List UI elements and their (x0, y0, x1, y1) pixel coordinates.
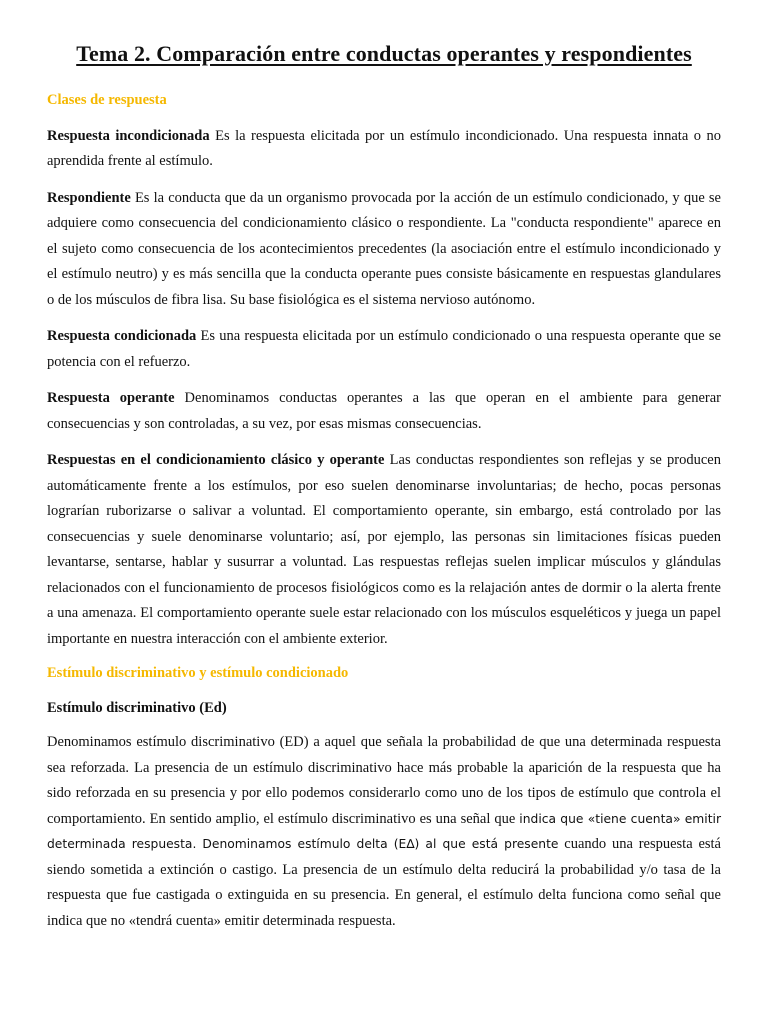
definition-text: Es la conducta que da un organismo provocada por la acción de un estímulo condicionado, y que se adquiere como consecuencia del condicionamiento clásico o respondiente. La "conducta respondiente" aparece en el sujeto como consecuencia de los acontecimientos precedentes (la asociación entre el estímulo incondicionado y el estímulo neutro) y es más sencilla que la conducta operante pues consiste básicamente en respuestas glandulares o de los músculos de fibra lisa. Su base fisiológica es el sistema nervioso autónomo. (47, 189, 721, 308)
page-title: Tema 2. Comparación entre conductas operantes y respondientes (76, 41, 692, 66)
term-respuestas-clasico-operante: Respuestas en el condicionamiento clásico y operante (47, 452, 385, 469)
paragraph-text-part2: cuando una respuesta está siendo sometida a extinción o castigo. La presencia de un estímulo delta reducirá la probabilidad y/o tasa de la respuesta que fue castigada o extinguida en su presencia. En general, el estímulo delta funciona como señal que indica que no «tendrá cuenta» emitir determinada respuesta. (47, 836, 721, 929)
paragraph-respuesta-condicionada (47, 324, 721, 375)
definition-text: Es la respuesta elicitada por un estímulo incondicionado. Una respuesta innata o no aprendida frente al estímulo. (47, 127, 721, 170)
paragraph-text-part1: Denominamos estímulo discriminativo (ED) a aquel que señala la probabilidad de que una determinada respuesta sea reforzada. La presencia de un estímulo discriminativo hace más probable la aparición de la respuesta que ha sido reforzada en su presencia y por ello podemos considerarlo como uno de los tipos de estímulo que controla el comportamiento. En sentido amplio, el estímulo discriminativo es una señal que (47, 734, 721, 827)
paragraph-text-sans-run: indica que «tiene cuenta» emitir determinada respuesta. Denominamos estímulo delta (E∆) al que está presente (47, 811, 721, 852)
definition-text: Es una respuesta elicitada por un estímulo condicionado o una respuesta operante que se potencia con el refuerzo. (47, 328, 721, 370)
term-respuesta-incondicionada: Respuesta incondicionada (47, 127, 210, 144)
paragraph-respuestas-clasico-operante (47, 448, 721, 652)
definition-text: Las conductas respondientes son reflejas y se producen automáticamente frente a los estímulos, por eso suelen denominarse involuntarias; de hecho, pocas personas lograrían ruborizarse o salivar a voluntad. El comportamiento operante, sin embargo, está controlado por las consecuencias y suele denominarse voluntario; así, por ejemplo, las personas sin limitaciones físicas pueden levantarse, sentarse, hablar y susurrar a voluntad. Las respuestas reflejas suelen implicar músculos y glándulas relacionados con el funcionamiento de procesos fisiológicos como es la relajación antes de dormir o la alerta frente a una amenaza. El comportamiento operante suele estar relacionado con los músculos esqueléticos y juega un papel importante en nuestra interacción con el ambiente exterior. (47, 452, 721, 647)
term-respuesta-operante: Respuesta operante (47, 390, 175, 407)
paragraph-estimulo-discriminativo (47, 730, 721, 934)
definition-text: Denominamos conductas operantes a las que operan en el ambiente para generar consecuencias y son controladas, a su vez, por esas mismas consecuencias. (47, 390, 721, 432)
section-heading-clases-de-respuesta: Clases de respuesta (47, 91, 167, 108)
term-respuesta-condicionada: Respuesta condicionada (47, 328, 197, 345)
section-heading-estimulo-discriminativo: Estímulo discriminativo y estímulo condicionado (47, 665, 349, 682)
term-respondiente: Respondiente (47, 189, 131, 206)
paragraph-respuesta-operante (47, 386, 721, 437)
paragraph-respondiente (47, 186, 721, 314)
subheading-estimulo-discriminativo-ed: Estímulo discriminativo (Ed) (47, 699, 227, 716)
paragraph-respuesta-incondicionada (47, 124, 721, 175)
